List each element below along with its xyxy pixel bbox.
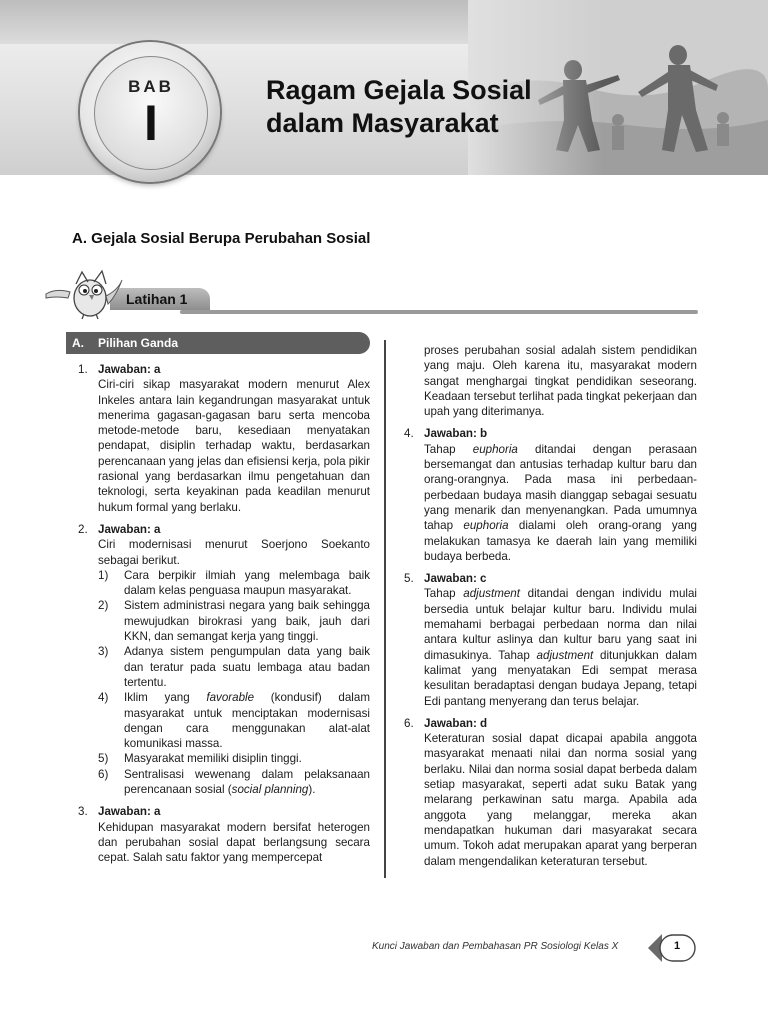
sub-item-text: Cara berpikir ilmiah yang melembaga baik dalam kelas penguasa maupun masyarakat. [124,568,370,598]
answer-key: Jawaban: a [98,522,161,536]
sub-item-4 [98,690,370,751]
term: euphoria [472,442,518,456]
sub-item-text: (kondusif) dalam masyarakat untuk menciptakan modernisasi dengan cara menggunakan alat-alat komunikasi massa. [124,691,370,751]
chapter-badge-inner [94,56,208,170]
answer-number: 2. [78,522,88,536]
sub-item-1 [98,568,370,599]
sub-item-number: 3) [98,645,109,659]
right-column [404,343,697,876]
answer-item-3-continued [404,343,697,419]
answer-item-2 [78,522,370,797]
chapter-title [266,74,586,140]
sub-item-6 [98,767,370,798]
sub-item-5 [98,751,370,766]
sub-item-number: 1) [98,568,109,582]
answer-item-3 [78,804,370,865]
sub-item-3 [98,644,370,690]
left-column [78,362,370,873]
part-letter: A. [72,336,84,350]
answer-item-4 [404,426,697,564]
answer-key: Jawaban: d [424,716,488,730]
sub-item-text: Sentralisasi wewenang dalam pelaksanaan perencanaan sosial ( [124,767,370,797]
text-run: dialami oleh orang-orang yang melakukan tamasya ke daerah lain yang memiliki budaya berbeda. [424,519,698,563]
chapter-title-line1: Ragam Gejala Sosial [266,75,532,105]
text-run: ditandai dengan perasaan bersemangat dan antusias terhadap kultur baru dan orang-orangnya. Pada masa ini perbedaan-perbedaan budaya masih dianggap sebagai sesuatu yang menarik dan menyenangkan. Pada umumnya tahap [424,442,697,533]
sub-item-2 [98,598,370,644]
chapter-badge [80,42,220,182]
part-header [66,332,370,354]
page-number: 1 [673,940,681,952]
sub-item-term: favorable [206,691,255,705]
sub-item-text: Masyarakat memiliki disiplin tinggi. [124,752,302,766]
part-title: Pilihan Ganda [98,336,179,350]
answer-item-1 [78,362,370,515]
section-heading: A. Gejala Sosial Berupa Perubahan Sosial [72,230,371,247]
sub-item-number: 4) [98,691,109,705]
term: adjustment [536,648,594,662]
owl-mascot-icon [44,266,124,320]
term: adjustment [463,587,520,601]
footer-book-title: Kunci Jawaban dan Pembahasan PR Sosiologi Kelas X [372,941,619,952]
answer-item-6 [404,716,697,869]
answer-explanation: Ciri modernisasi menurut Soerjono Soekanto sebagai berikut. [98,538,370,567]
answer-explanation: Ciri-ciri sikap masyarakat modern menurut Alex Inkeles antara lain kegandrungan masyarakat untuk menerima gagasan-gagasan baru serta mencoba metode-metode baru, kesediaan menyatakan pendapat, disiplin terhadap waktu, berdasarkan perencanaan yang jelas dan efisiensi kerja, pola pikir rasional yang berdasarkan ilmu pengetahuan dan teknologi, serta keyakinan pada keadilan menurut hukum formal yang berlaku. [98,378,370,514]
term: euphoria [463,519,509,533]
text-run: ditandai dengan individu mulai bersedia untuk belajar kultur baru. Individu mulai memahami berbagai perbedaan norma dan nilai antara kultur aslinya dan kultur baru yang saat ini dimasukinya. Tahap [424,587,697,662]
text-run: Tahap [424,442,473,456]
answer-number: 3. [78,805,88,819]
text-run: Tahap [424,587,464,601]
sub-item-number: 2) [98,599,109,613]
chapter-badge-word: BAB [128,77,174,96]
answer-item-5 [404,571,697,709]
exercise-label: Latihan 1 [126,291,188,307]
answer-number: 6. [404,716,414,730]
answer-explanation: Kehidupan masyarakat modern bersifat heterogen dan perubahan sosial dapat berlangsung secara cepat. Salah satu faktor yang mempercepat [98,820,370,865]
sub-item-text: Adanya sistem pengumpulan data yang baik dan teratur pada suatu lembaga atau badan tertentu. [124,645,370,689]
answer-key: Jawaban: c [424,572,487,586]
answer-explanation [424,442,697,564]
answer-key: Jawaban: a [98,805,161,819]
exercise-underline [180,310,698,314]
answer-explanation: proses perubahan sosial adalah sistem pendidikan yang maju. Oleh karena itu, masyarakat modern sangat menghargai tingkat pendidikan seseorang. Keadaan tersebut terlihat pada tingkat pekerjaan dan upah yang diterimanya. [424,344,697,419]
answer-key: Jawaban: a [98,363,161,376]
chapter-title-line2: dalam Masyarakat [266,108,499,138]
answer-number: 4. [404,427,414,441]
sub-item-text: Iklim yang [124,691,207,705]
sub-item-number: 5) [98,752,109,766]
sub-item-text: ). [308,783,316,797]
answer-key: Jawaban: b [424,427,488,441]
text-run: ditunjukkan dalam kalimat yang menyatakan Edi sempat merasa kesulitan beradaptasi dengan budaya Jepang, tetapi Edi pantang menyerang dan terus belajar. [424,648,697,708]
chapter-badge-number: I [144,95,158,151]
sub-item-term: social planning [231,783,309,797]
sub-item-text: Sistem administrasi negara yang baik sehingga mewujudkan birokrasi yang baik, jauh dari KKN, dan semangat kerja yang tinggi. [124,599,370,644]
answer-explanation: Keteraturan sosial dapat dicapai apabila anggota masyarakat menaati nilai dan norma sosial yang berlaku. Nilai dan norma sosial dapat berbeda dalam setiap masyarakat, seperti adat suku Batak yang melarang perkawinan satu marga. Apabila ada anggota yang melanggar, mereka akan mendapatkan hukuman dari masyarakat secara umum. Tokoh adat merupakan aparat yang berperan dalam mengendalikan keteraturan tersebut. [424,732,697,868]
column-divider [384,340,386,878]
answer-explanation [424,586,697,708]
answer-number: 1. [78,363,88,376]
answer-number: 5. [404,572,414,586]
sub-item-number: 6) [98,767,109,781]
